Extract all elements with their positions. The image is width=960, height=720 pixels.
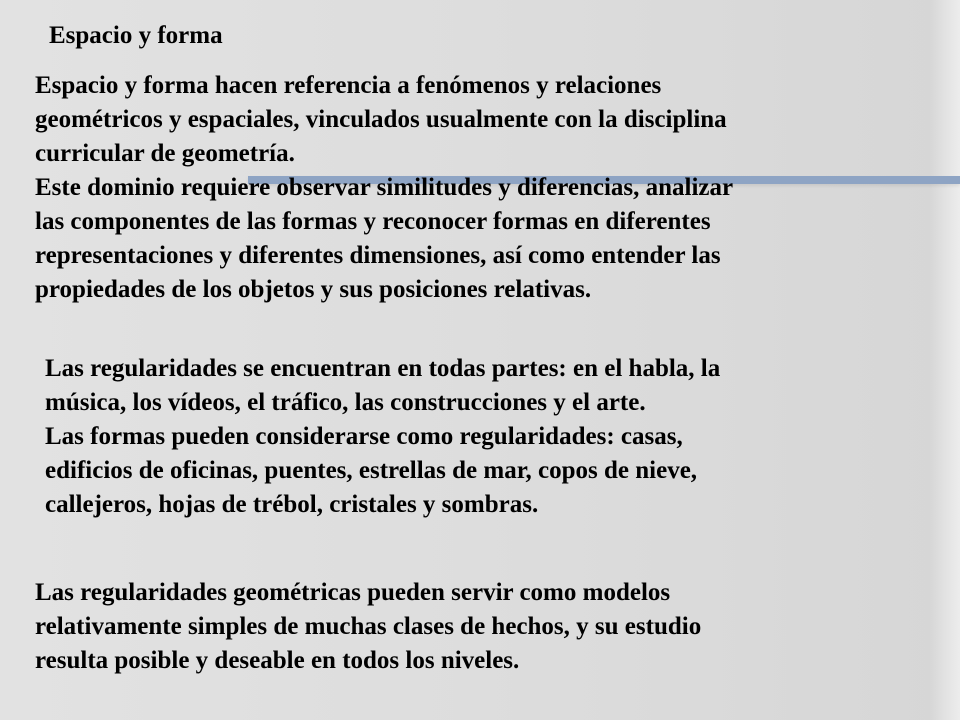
- text-line: callejeros, hojas de trébol, cristales y sombras.: [45, 491, 539, 518]
- text-line: geométricos y espaciales, vinculados usualmente con la disciplina: [35, 106, 727, 133]
- paragraph-regularidades: [45, 352, 925, 522]
- text-line: música, los vídeos, el tráfico, las construcciones y el arte.: [45, 389, 646, 416]
- text-line: relativamente simples de muchas clases de hechos, y su estudio: [35, 613, 702, 640]
- text-line: Las regularidades geométricas pueden servir como modelos: [35, 579, 671, 606]
- text-line: Este dominio requiere observar similitudes y diferencias, analizar: [35, 174, 734, 201]
- paragraph-espacio-forma: [35, 69, 940, 307]
- text-line: Las formas pueden considerarse como regularidades: casas,: [45, 423, 683, 450]
- text-line: Las regularidades se encuentran en todas partes: en el habla, la: [45, 355, 721, 382]
- text-line: propiedades de los objetos y sus posiciones relativas.: [35, 276, 592, 303]
- text-line: curricular de geometría.: [35, 140, 295, 167]
- text-line: Espacio y forma hacen referencia a fenómenos y relaciones: [35, 72, 662, 99]
- text-line: representaciones y diferentes dimensiones, así como entender las: [35, 242, 721, 269]
- slide-title: Espacio y forma: [49, 22, 223, 49]
- text-line: las componentes de las formas y reconocer formas en diferentes: [35, 208, 711, 235]
- text-line: edificios de oficinas, puentes, estrellas de mar, copos de nieve,: [45, 457, 698, 484]
- text-line: resulta posible y deseable en todos los niveles.: [35, 647, 520, 674]
- paragraph-regularidades-geometricas: [35, 576, 915, 678]
